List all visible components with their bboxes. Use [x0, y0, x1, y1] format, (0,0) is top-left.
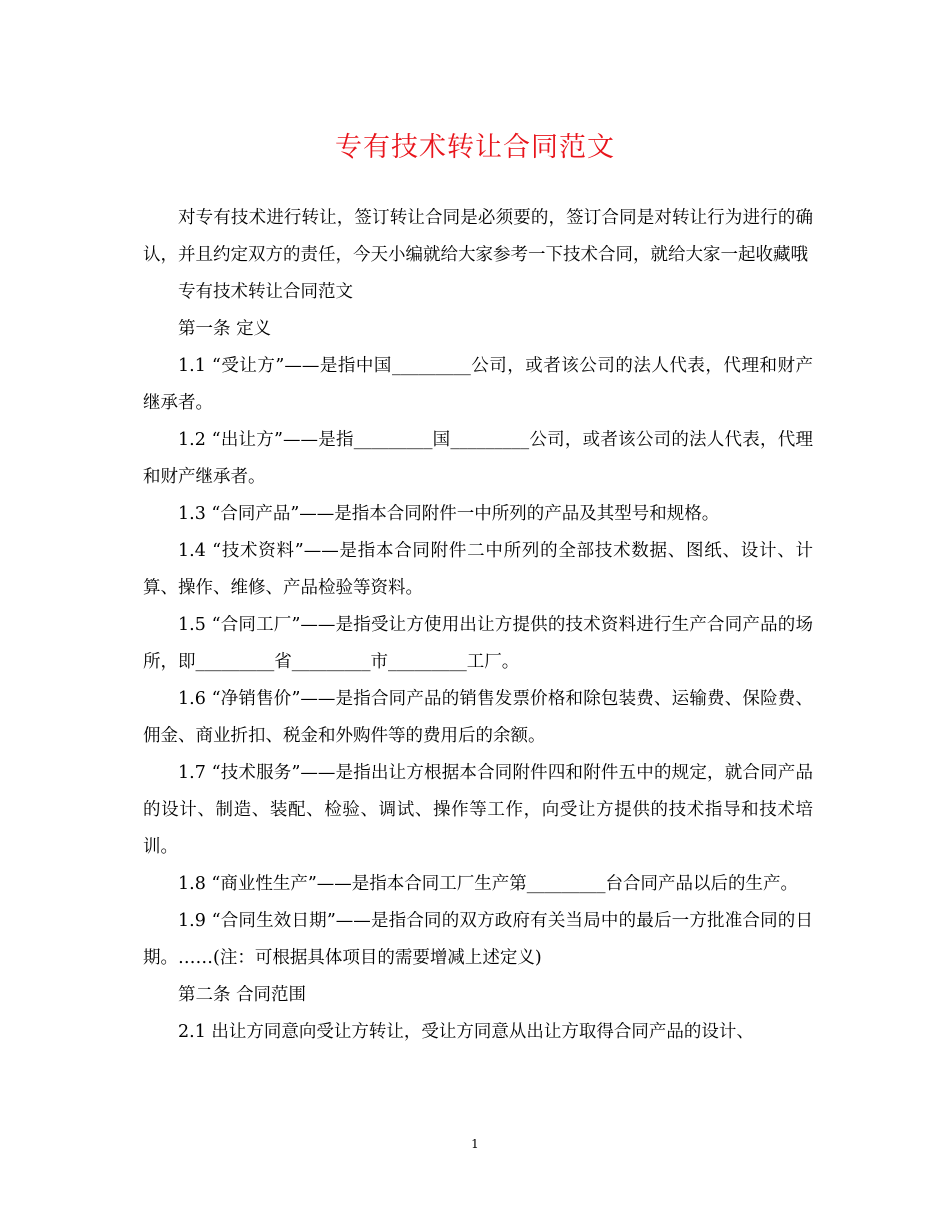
article-heading: 第一条 定义	[178, 319, 272, 339]
clause-paragraph: 1.9 “合同生效日期”——是指合同的双方政府有关当局中的最后一方批准合同的日期。……(注：可根据具体项目的需要增减上述定义)	[143, 911, 813, 968]
clause-paragraph: 1.7 “技术服务”——是指出让方根据本合同附件四和附件五中的规定，就合同产品的设计、制造、装配、检验、调试、操作等工作，向受让方提供的技术指导和技术培训。	[143, 763, 813, 857]
clause-paragraph: 1.1 “受让方”——是指中国_________公司，或者该公司的法人代表，代理和财产继承者。	[143, 356, 813, 413]
clause-paragraph: 1.3 “合同产品”——是指本合同附件一中所列的产品及其型号和规格。	[178, 504, 720, 524]
clause-paragraph: 2.1 出让方同意向受让方转让，受让方同意从出让方取得合同产品的设计、	[178, 1022, 754, 1042]
document-body	[143, 200, 813, 1051]
intro-paragraph: 对专有技术进行转让，签订转让合同是必须要的，签订合同是对转让行为进行的确认，并且约定双方的责任，今天小编就给大家参考一下技术合同，就给大家一起收藏哦	[143, 208, 813, 265]
clause-paragraph: 1.4 “技术资料”——是指本合同附件二中所列的全部技术数据、图纸、设计、计算、操作、维修、产品检验等资料。	[143, 541, 813, 598]
article-heading: 第二条 合同范围	[178, 985, 307, 1005]
page-number: 1	[471, 1137, 479, 1151]
clause-paragraph: 1.6 “净销售价”——是指合同产品的销售发票价格和除包装费、运输费、保险费、佣金、商业折扣、税金和外购件等的费用后的余额。	[143, 689, 813, 746]
document-title: 专有技术转让合同范文	[335, 132, 615, 163]
clause-paragraph: 1.5 “合同工厂”——是指受让方使用出让方提供的技术资料进行生产合同产品的场所，即_________省_________市_________工厂。	[143, 615, 813, 672]
clause-paragraph: 1.2 “出让方”——是指_________国_________公司，或者该公司的法人代表，代理和财产继承者。	[143, 430, 813, 487]
clause-paragraph: 1.8 “商业性生产”——是指本合同工厂生产第_________台合同产品以后的生产。	[178, 874, 799, 894]
subtitle-paragraph: 专有技术转让合同范文	[178, 282, 353, 302]
